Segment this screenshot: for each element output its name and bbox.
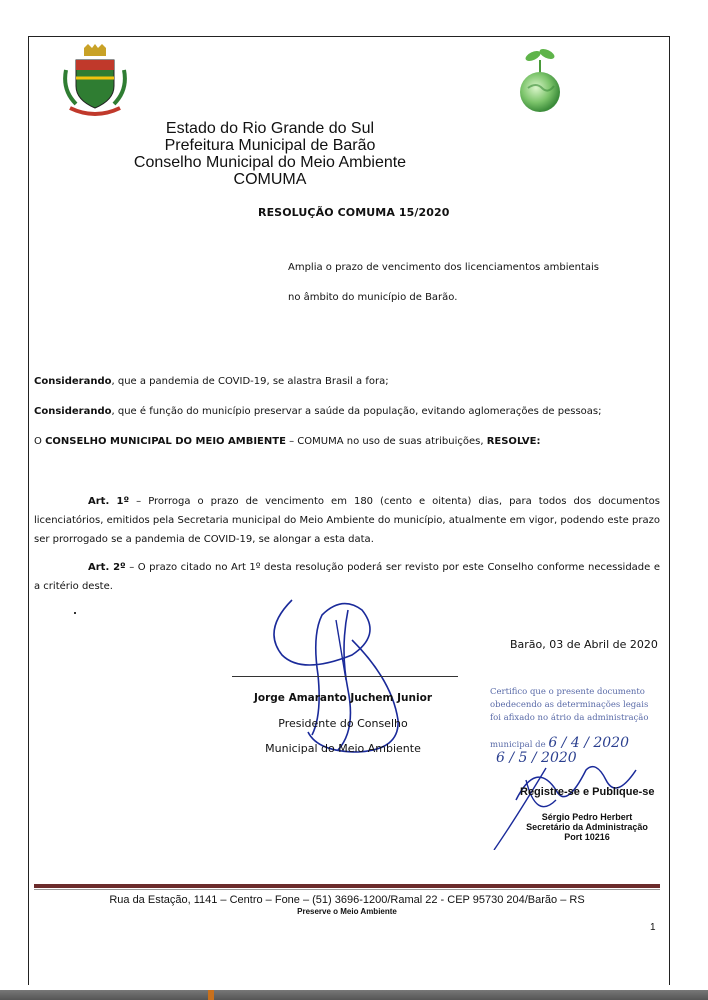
secretary-block: [512, 812, 662, 842]
resolution-title: RESOLUÇÃO COMUMA 15/2020: [258, 206, 450, 219]
page-number: 1: [650, 922, 656, 933]
secretary-port: Port 10216: [564, 832, 610, 842]
footer-rule-thin: [34, 889, 660, 890]
summary-line-2: no âmbito do município de Barão.: [288, 292, 458, 303]
resolve-verb: RESOLVE:: [486, 436, 541, 447]
consideration-2: [34, 402, 660, 421]
article-text: – Prorroga o prazo de vencimento em 180 (cento e oitenta) dias, para todos dos documentos licenciatórios, emitidos pela Secretaria municipal do Meio Ambiente do município, atualmente em vigor, podendo este prazo ser prorrogado se a pandemia de COVID-19, se alongar a esta data.: [34, 496, 660, 545]
signer-name: Jorge Amaranto Juchem Junior: [253, 692, 433, 704]
header-state: Estado do Rio Grande do Sul: [165, 120, 375, 137]
header-acronym: COMUMA: [233, 171, 307, 188]
secretary-name: Sérgio Pedro Herbert: [541, 812, 633, 822]
signer-block: [240, 686, 446, 761]
header-council: Conselho Municipal do Meio Ambiente: [133, 154, 407, 171]
header-prefecture: Prefeitura Municipal de Barão: [164, 137, 376, 154]
resolve-council: CONSELHO MUNICIPAL DO MEIO AMBIENTE: [45, 436, 286, 447]
header-block: [120, 120, 420, 188]
signature-line: [232, 676, 458, 677]
article-label: Art. 1º: [88, 496, 130, 507]
summary-line-1: Amplia o prazo de vencimento dos licenciamentos ambientais: [288, 262, 600, 273]
scan-bottom-edge: [0, 990, 708, 1000]
footer-slogan: Preserve o Meio Ambiente: [297, 907, 397, 916]
resolve-prefix: O: [34, 436, 46, 447]
municipal-crest-icon: [62, 44, 128, 120]
footer: [34, 894, 660, 918]
resolve-middle: – COMUMA no uso de suas atribuições,: [285, 436, 487, 447]
article-1: [34, 492, 660, 549]
stamp-date-2: 6 / 5 / 2020: [496, 750, 577, 766]
stray-dot: [74, 612, 76, 614]
signer-role-2: Municipal do Meio Ambiente: [265, 742, 421, 755]
footer-rule: [34, 884, 660, 888]
stamp-line-1: Certifico que o presente documento: [490, 687, 645, 697]
footer-address: Rua da Estação, 1141 – Centro – Fone – (51) 3696-1200/Ramal 22 - CEP 95730 204/Barão – RS: [109, 894, 585, 906]
register-publish: Registre-se e Publique-se: [520, 786, 655, 798]
stamp-line-2: obedecendo as determinações legais: [490, 700, 649, 710]
signer-role-1: Presidente do Conselho: [278, 717, 408, 730]
scan-edge-mark: [208, 990, 214, 1000]
consideration-label: Considerando: [34, 376, 112, 387]
consideration-text: , que é função do município preservar a saúde da população, evitando aglomerações de pessoas;: [111, 406, 602, 417]
consideration-1: [34, 372, 660, 391]
stamp-line-4: municipal de: [490, 740, 546, 750]
stamp-line-3: foi afixado no átrio da administração: [490, 713, 649, 723]
secretary-role: Secretário da Administração: [526, 822, 648, 832]
article-label: Art. 2º: [88, 562, 126, 573]
green-globe-plant-icon: [516, 44, 564, 116]
consideration-label: Considerando: [34, 406, 112, 417]
document-date: Barão, 03 de Abril de 2020: [510, 638, 658, 651]
stamp-date-1: 6 / 4 / 2020: [548, 735, 629, 751]
consideration-text: , que a pandemia de COVID-19, se alastra Brasil a fora;: [111, 376, 389, 387]
article-text: – O prazo citado no Art 1º desta resolução poderá ser revisto por este Conselho conforme necessidade e a critério deste.: [34, 562, 660, 592]
resolve-statement: [34, 432, 660, 451]
